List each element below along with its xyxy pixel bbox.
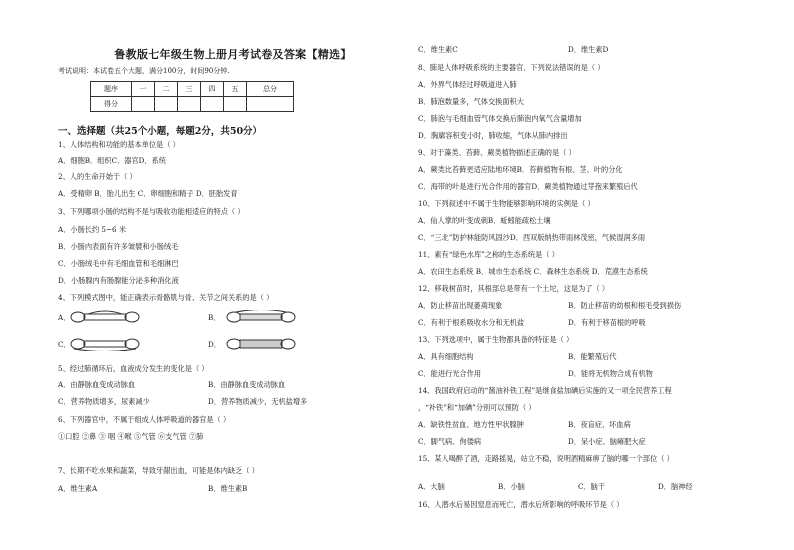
bone-muscle-diagram [226,310,296,324]
exam-note: 考试说明：本试卷五个大题，满分100分，时间90分钟. [58,67,230,75]
option: B．防止移苗的幼根和根毛受到损伤 [568,301,682,310]
option: D．脑神经 [658,482,693,491]
question-line: 2、人的生命开始于（ ） [58,172,137,181]
question-line: ①口腔 ②鼻 ③ 咽 ④喉 ⑤气管 ⑥支气管 ⑦肺 [58,432,204,441]
score-cell [224,97,247,112]
score-cell [178,97,201,112]
question-line: 13、下列选项中，属于生物都具备的特征是（ ） [418,335,574,344]
option: C．脑干 [578,482,606,491]
score-header: 四 [201,82,224,97]
page-title: 鲁教版七年级生物上册月考试卷及答案【精选】 [114,48,352,61]
question-line: C．小肠绒毛中有毛细血管和毛细淋巴 [58,259,179,268]
bone-muscle-diagram [70,337,140,351]
option: A．由静脉血变成动脉血 [58,380,136,389]
option: A．维生素A [58,484,98,493]
option-label: D． [208,340,221,349]
question-line: C．肺泡与毛细血管气体交换后肺泡内氧气含量增加 [418,114,582,123]
question-line: A．受精卵 B．胎儿出生 C．卵细胞和精子 D．胚胎发育 [58,189,238,198]
option: D．维生素D [568,45,609,54]
option: D．呆小症、脑瘫肥大症 [568,437,646,446]
question-line: 11、素有“绿色水库”之称的生态系统是（ ） [418,250,559,259]
question-line: ，“补铁”和“加碘”分别可以预防（ ） [418,403,536,412]
question-line: 10、下列叙述中不属于生物能够影响环境的实例是（ ） [418,199,595,208]
question-line: 12、移栽树苗时，其根部总是带有一个土坨，这是为了（ ） [418,284,610,293]
question-line: 1、人体结构和功能的基本单位是（ ） [58,140,180,149]
option: C．脚气病、佝偻病 [418,437,482,446]
score-header: 题序 [91,82,132,97]
question-line: A．小肠长约 5~6 米 [58,225,127,234]
score-cell [155,97,178,112]
score-header: 总分 [247,82,294,97]
score-cell [201,97,224,112]
question-line: 14、我国政府启动的“酱油补铁工程”是继食盐加碘后实施的又一项全民营养工程 [418,386,672,395]
question-line: B．小肠内表面有许多皱襞和小肠绒毛 [58,242,179,251]
question-line: B．肺泡数量多，气体交换面积大 [418,97,524,106]
question-line: A．仙人掌的叶变成刺B．蚯蚓能疏松土壤 [418,216,551,225]
question-line: 8、肺是人体呼吸系统的主要器官．下列说法错误的是（ ） [418,63,605,72]
option: A．具有细胞结构 [418,352,474,361]
option: B．能繁殖后代 [568,352,617,361]
option: B．夜盲症、坏血病 [568,420,631,429]
option-label: A． [58,313,71,322]
question-line: D．小肠腺内有肠腺能分泌多种消化液 [58,276,179,285]
score-table [90,81,294,112]
option-label: C． [58,340,71,349]
option: D．有利于移苗根的呼吸 [568,318,646,327]
question-line: 15、某人喝醉了酒，走路摇晃，站立不稳，说明酒精麻痹了脑的哪一个部位（ ） [418,454,674,463]
option: A．缺铁性贫血、地方性甲状腺肿 [418,420,524,429]
score-header: 二 [155,82,178,97]
question-line: C．海带的叶是进行光合作用的器官D．蕨类植物通过芽孢来繁殖后代 [418,182,638,191]
score-cell [247,97,294,112]
question-line: D．胸廓容积变小时，肺收缩，气体从肺内排出 [418,131,568,140]
option: C．有利于根系吸收水分和无机盐 [418,318,525,327]
question-line: C．“三北”防护林能防风固沙D．西双版纳热带雨林茂密，气候湿润多雨 [418,233,646,242]
bone-muscle-diagram [226,337,296,351]
option-label: B． [208,313,221,322]
score-header: 一 [132,82,155,97]
question-line: A．蕨类比苔藓更适应陆地环境B．苔藓植物有根、茎、叶的分化 [418,165,623,174]
option: C．营养物质增多，尿素减少 [58,397,150,406]
option: C．维生素C [418,45,458,54]
question-line: 9、对于藻类、苔藓、蕨类植物描述正确的是（ ） [418,148,576,157]
option: A．防止移苗出现萎蔫现象 [418,301,503,310]
question-line: A．农田生态系统 B．城市生态系统 C．森林生态系统 D．荒漠生态系统 [418,267,648,276]
question-line: A．外界气体经过呼吸道进入肺 [418,80,517,89]
option: D．能将无机物合成有机物 [568,369,653,378]
option: A．大脑 [418,482,445,491]
score-header: 三 [178,82,201,97]
question-line: 6、下列器官中，不属于组成人体呼吸道的器官是（ ） [58,415,231,424]
question-line: 7、长期不吃水果和蔬菜，导致牙龈出血，可能是体内缺乏（ ） [58,466,259,475]
score-label: 得分 [91,97,132,112]
section-heading: 一、选择题（共25个小题，每题2分，共50分） [58,126,263,137]
option: B．小脑 [498,482,525,491]
score-cell [132,97,155,112]
question-line: 5、经过肺循环后，血液成分发生的变化是（ ） [58,364,209,373]
option: C．能进行光合作用 [418,369,482,378]
option: D．营养物质减少，无机盐增多 [208,397,308,406]
bone-muscle-diagram [70,310,140,324]
question-line: 4、下列模式图中，能正确表示骨骼肌与骨、关节之间关系的是（ ） [58,293,274,302]
question-line: 16、人潜水后易因窒息而死亡，潜水后所影响的呼吸环节是（ ） [418,500,624,509]
score-header: 五 [224,82,247,97]
option: B．维生素B [208,484,248,493]
option: B．由静脉血变成动脉血 [208,380,286,389]
question-line: 3、下列哪项小肠的结构不是与吸收功能相适应的特点（ ） [58,207,245,216]
question-line: A．细胞B．组织C．器官D．系统 [58,156,166,165]
